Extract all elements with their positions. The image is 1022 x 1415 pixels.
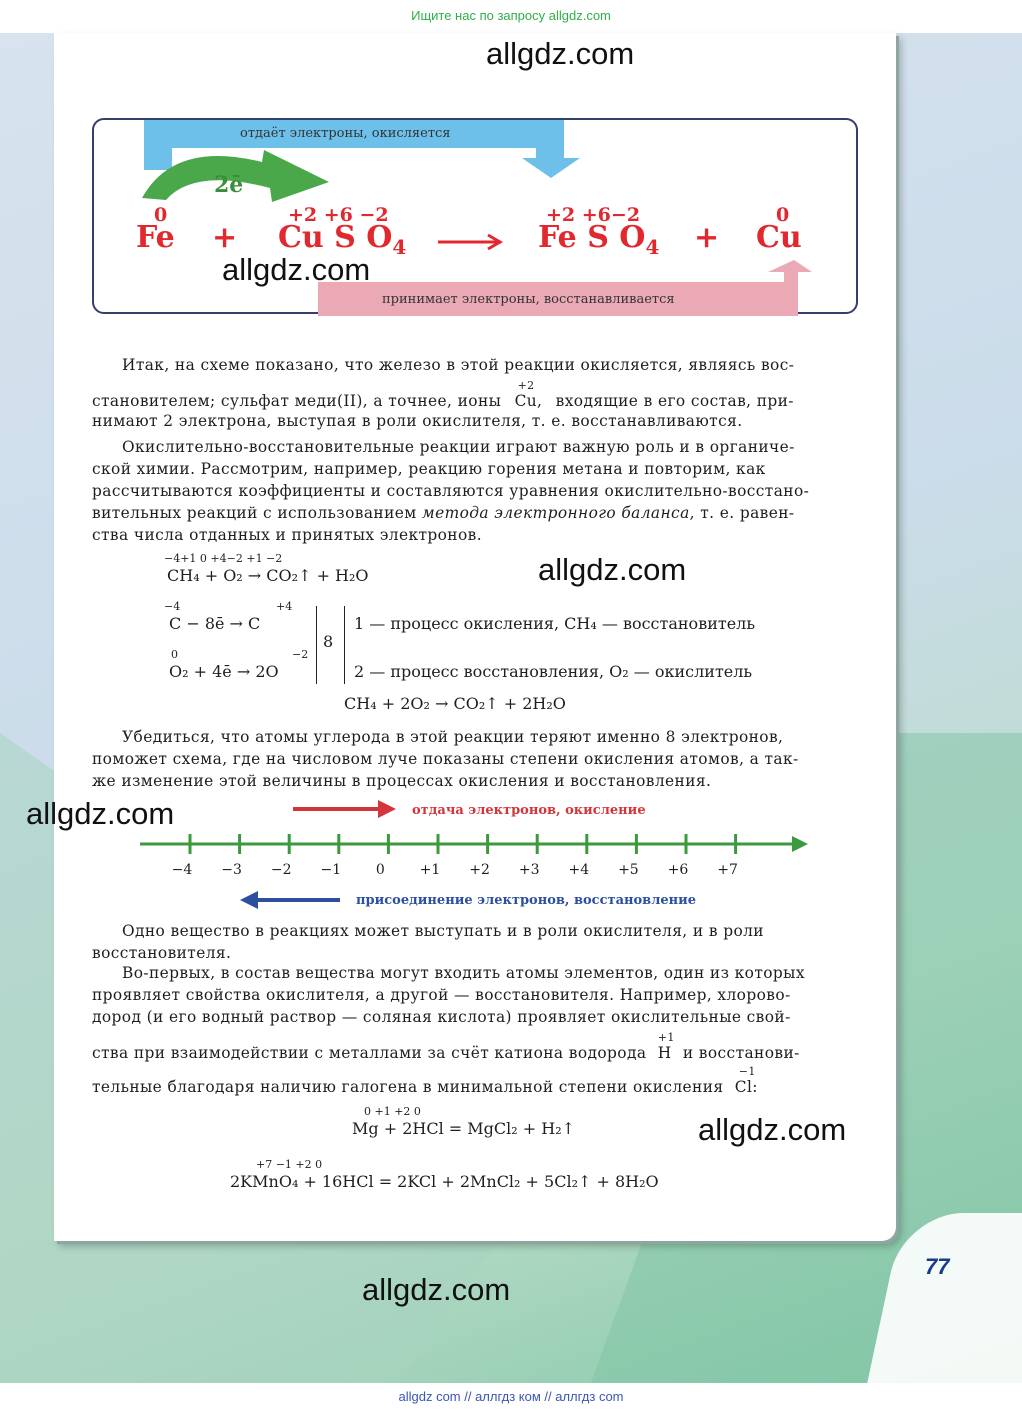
text-line: рассчитываются коэффициенты и составляются уравнения окислительно-восстано- xyxy=(92,482,810,500)
watermark: allgdz.com xyxy=(222,252,371,287)
fe-oxidation-state: 0 xyxy=(154,204,168,226)
scheme-top-label: отдаёт электроны, окисляется xyxy=(240,126,451,141)
emphasis-term: метода электронного баланса xyxy=(421,504,690,522)
scheme-bottom-label: принимает электроны, восстанавливается xyxy=(382,292,675,307)
cu-oxidation-state: 0 xyxy=(776,204,790,226)
text-line: Итак, на схеме показано, что железо в этой реакции окисляется, являясь вос- xyxy=(122,356,795,374)
cuso4-reactant: Cu S $O_4$ xyxy=(278,220,407,259)
text-line: Одно вещество в реакциях может выступать и в роли окислителя, и в роли xyxy=(122,922,764,940)
text-line: дород (и его водный раствор — соляная кислота) проявляет окислительные свой- xyxy=(92,1008,791,1026)
half2-ox-right: −2 xyxy=(292,648,309,661)
text-line: вительных реакций с использованием метода электронного баланса, т. е. равен- xyxy=(92,504,795,522)
half1-ox-right: +4 xyxy=(276,600,293,613)
number-line-tick-label: +7 xyxy=(717,862,738,878)
balance-divider-2 xyxy=(344,606,345,684)
paragraph-1 xyxy=(92,354,858,430)
watermark: allgdz.com xyxy=(538,552,687,587)
cuso4-oxidation-states: +2 +6 −2 xyxy=(288,204,389,226)
text-line: нимают 2 электрона, выступая в роли окислителя, т. е. восстанавливаются. xyxy=(92,412,743,430)
bottom-watermark-banner: allgdz com // аллгдз ком // аллгдз com xyxy=(398,1389,624,1404)
reduction-process-line: 2 — процесс восстановления, O₂ — окислитель xyxy=(354,662,753,681)
text-line: поможет схема, где на числовом луче показаны степени окисления атомов, а так- xyxy=(92,750,799,768)
watermark: allgdz.com xyxy=(362,1272,511,1307)
cu-product: Cu xyxy=(756,220,802,255)
paragraph-2 xyxy=(92,436,858,546)
text-line: становителем; сульфат меди(II), а точнее, ионы +2 Cu, входящие в его состав, при- xyxy=(92,379,794,410)
top-watermark-banner: Ищите нас по запросу allgdz.com xyxy=(411,8,611,23)
plus-sign: + xyxy=(212,220,238,255)
lcm-value: 8 xyxy=(323,632,334,651)
text-line: ства при взаимодействии с металлами за счёт катиона водорода +1 H и восстанови- xyxy=(92,1031,800,1062)
half1-ox-left: −4 xyxy=(164,600,181,613)
watermark: allgdz.com xyxy=(698,1112,847,1147)
feso4-product: Fe S $O_4$ xyxy=(538,220,660,259)
text-line: же изменение этой величины в процессах окисления и восстановления. xyxy=(92,772,712,790)
electrons-count: 2ē xyxy=(214,172,244,198)
balance-divider-1 xyxy=(316,606,317,684)
watermark: allgdz.com xyxy=(26,796,175,831)
half2-ox-left: 0 xyxy=(171,648,178,661)
mg-hcl-reaction: Mg + 2HCl = MgCl₂ + H₂↑ xyxy=(352,1119,576,1138)
text-line: ской химии. Рассмотрим, например, реакцию горения метана и повторим, как xyxy=(92,460,766,478)
number-line-tick-label: +4 xyxy=(568,862,590,878)
number-line-tick-label: +5 xyxy=(618,862,639,878)
reaction2-oxidation-states: +7 −1 +2 0 xyxy=(256,1158,323,1171)
fe-reactant: Fe xyxy=(136,220,175,255)
kmno4-hcl-reaction: 2KMnO₄ + 16HCl = 2KCl + 2MnCl₂ + 5Cl₂↑ + 8H₂O xyxy=(230,1172,659,1191)
text-line: тельные благодаря наличию галогена в минимальной степени окисления −1 Cl: xyxy=(92,1065,758,1096)
methane-eq-oxidation-states: −4+1 0 +4−2 +1 −2 xyxy=(164,552,283,565)
paragraph-3 xyxy=(92,726,858,792)
number-line-tick-label: +6 xyxy=(667,862,689,878)
feso4-oxidation-states: +2 +6−2 xyxy=(546,204,641,226)
text-line: ства числа отданных и принятых электронов. xyxy=(92,526,482,544)
oxidation-process-line: 1 — процесс окисления, CH₄ — восстановитель xyxy=(354,614,756,633)
paragraph-4 xyxy=(92,920,858,964)
plus-sign-2: + xyxy=(694,220,720,255)
reduction-half-reaction: O₂ + 4ē → 2O xyxy=(169,662,279,681)
text-line: проявляет свойства окислителя, а другой — восстановителя. Например, хлорово- xyxy=(92,986,791,1004)
number-line-tick-label: +1 xyxy=(419,862,441,878)
number-line-tick-label: −3 xyxy=(221,862,242,878)
reduction-caption: присоединение электронов, восстановление xyxy=(356,893,697,908)
oxidation-half-reaction: C − 8ē → C xyxy=(169,614,261,633)
balanced-equation: CH₄ + 2O₂ → CO₂↑ + 2H₂O xyxy=(344,694,566,713)
text-line: Во-первых, в состав вещества могут входить атомы элементов, один из которых xyxy=(122,964,805,982)
number-line-tick-label: 0 xyxy=(375,862,385,878)
text-line: Окислительно-восстановительные реакции играют важную роль и в органиче- xyxy=(122,438,795,456)
reaction-arrow xyxy=(436,232,506,252)
methane-combustion-equation: CH₄ + O₂ → CO₂↑ + H₂O xyxy=(167,566,369,585)
oxidation-caption: отдача электронов, окисление xyxy=(412,803,646,818)
page-number: 77 xyxy=(925,1254,950,1279)
reaction1-oxidation-states: 0 +1 +2 0 xyxy=(364,1105,421,1118)
scheme-arrows xyxy=(94,120,860,316)
number-line-tick-label: +3 xyxy=(518,862,540,878)
number-line-tick-label: +2 xyxy=(469,862,490,878)
text-line: восстановителя. xyxy=(92,944,232,962)
redox-scheme xyxy=(92,118,858,314)
paragraph-5 xyxy=(92,962,858,1096)
watermark: allgdz.com xyxy=(486,36,635,71)
number-line-tick-label: −4 xyxy=(171,862,193,878)
number-line-tick-label: −1 xyxy=(320,862,342,878)
text-line: Убедиться, что атомы углерода в этой реакции теряют именно 8 электронов, xyxy=(122,728,784,746)
number-line-tick-label: −2 xyxy=(270,862,292,878)
